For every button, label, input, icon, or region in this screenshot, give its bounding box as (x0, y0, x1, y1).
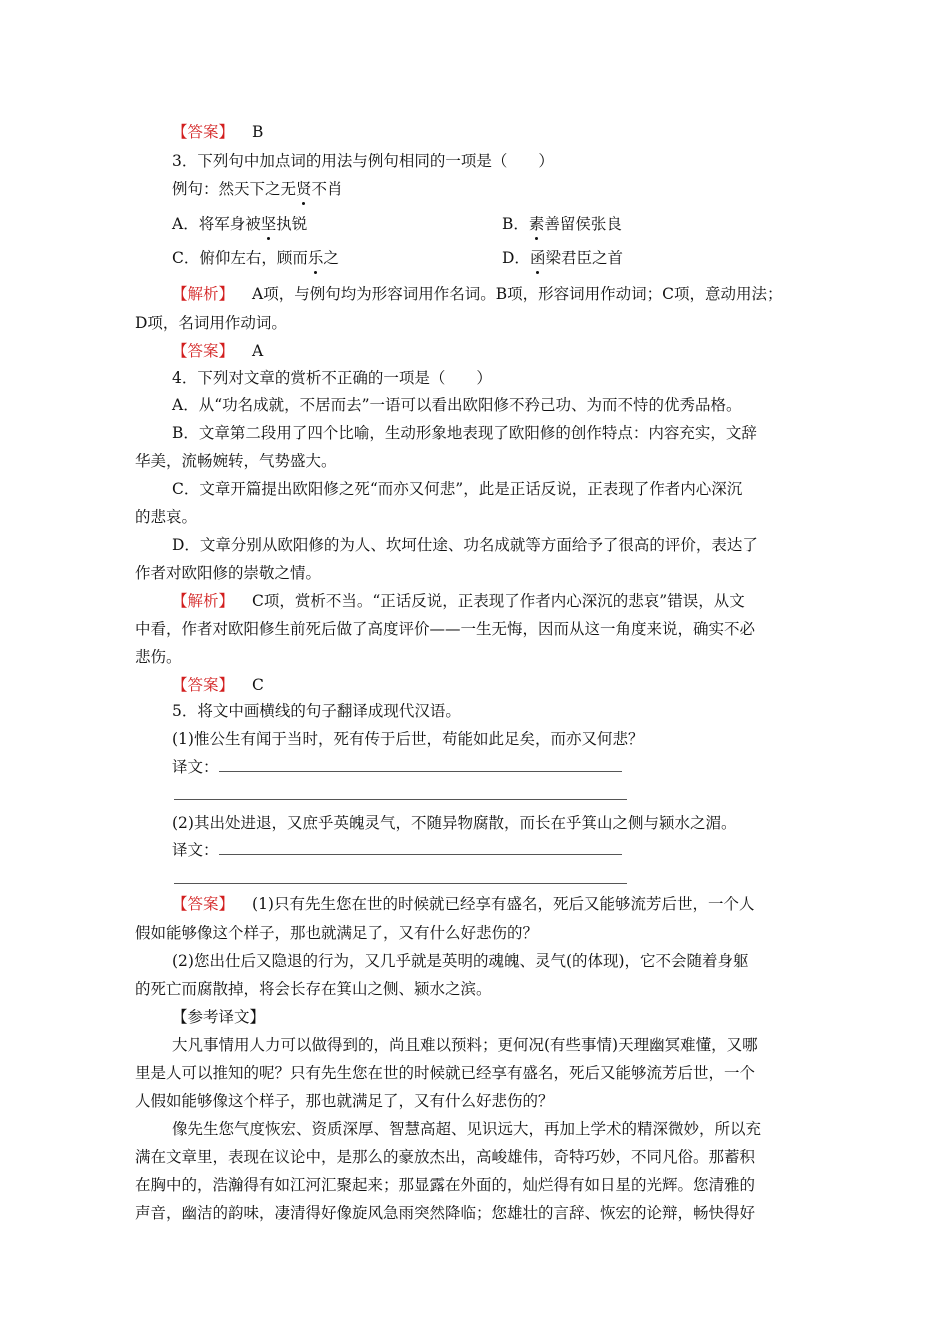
translation-paragraph-2-line-4: 声音，幽洁的韵味，凄清得好像旋风急雨突然降临；您雄壮的言辞、恢宏的论辩，畅快得好 (135, 1204, 756, 1222)
question-4-option-c: C．文章开篇提出欧阳修之死“而亦又何悲”，此是正话反说，正表现了作者内心深沉 (172, 480, 743, 498)
question-3-stem: 3．下列句中加点词的用法与例句相同的一项是（ ） (172, 152, 554, 170)
translation-paragraph-2: 像先生您气度恢宏、资质深厚、智慧高超、见识远大，再加上学术的精深微妙，所以充 (172, 1120, 762, 1138)
question-5-stem: 5．将文中画横线的句子翻译成现代汉语。 (172, 702, 461, 720)
answer-blank-line[interactable] (174, 799, 627, 800)
answer-blank[interactable] (219, 757, 622, 772)
translation-paragraph-2-line-3: 在胸中的，浩瀚得有如江河汇聚起来；那显露在外面的，灿烂得有如日星的光辉。您清雅的 (135, 1176, 756, 1194)
dotted-word: 贤 (296, 180, 312, 198)
translation-paragraph-2-line-2: 满在文章里，表现在议论中，是那么的豪放杰出，高峻雄伟，奇特巧妙，不同凡俗。那蓄积 (135, 1148, 756, 1166)
answer-label: 【答案】 (172, 895, 235, 913)
option-b: B．素善留侯张良 (502, 215, 622, 233)
option-d: D．函梁君臣之首 (502, 249, 623, 267)
question-5-answer-cont: 假如能够像这个样子，那也就满足了，又有什么好悲伤的？ (135, 924, 539, 942)
question-4-option-d: D．文章分别从欧阳修的为人、坎坷仕途、功名成就等方面给予了很高的评价，表达了 (172, 536, 758, 554)
analysis-label: 【解析】 (172, 592, 235, 610)
option-a: A．将军身被坚执锐 (172, 215, 308, 233)
question-3-analysis: 【解析】 A项，与例句均为形容词用作名词。B项，形容词用作动词；C项，意动用法； (172, 285, 783, 303)
answer-line (172, 122, 862, 142)
question-3-analysis-cont: D项，名词用作动词。 (135, 314, 287, 332)
translation-paragraph-1-line-2: 里是人可以推知的呢？只有先生您在世的时候就已经享有盛名，死后又能够流芳后世，一个 (135, 1064, 756, 1082)
option-c: C．俯仰左右，顾而乐之 (172, 249, 339, 267)
question-4-option-d-cont: 作者对欧阳修的崇敬之情。 (135, 564, 322, 582)
question-5-answer-2-cont: 的死亡而腐散掉，将会长存在箕山之侧、颍水之滨。 (135, 980, 492, 998)
analysis-label: 【解析】 (172, 285, 235, 303)
translation-line-1: 译文： (172, 757, 862, 777)
reference-translation-heading: 【参考译文】 (172, 1008, 266, 1026)
question-4-option-b-cont: 华美，流畅婉转，气势盛大。 (135, 452, 337, 470)
translation-paragraph-1: 大凡事情用人力可以做得到的，尚且难以预料；更何况(有些事情)天理幽冥难懂，又哪 (172, 1036, 758, 1054)
question-4-stem: 4．下列对文章的赏析不正确的一项是（ ） (172, 369, 492, 387)
question-5-answer: 【答案】 (1)只有先生您在世的时候就已经享有盛名，死后又能够流芳后世，一个人 (172, 895, 755, 913)
answer-label: 【答案】 (172, 342, 235, 360)
question-4-answer: 【答案】 C (172, 676, 264, 694)
question-3-example: 例句：然天下之无贤不肖 (172, 180, 343, 198)
question-3-options-row-1 (172, 214, 862, 234)
question-4-analysis-cont-2: 悲伤。 (135, 648, 182, 666)
question-5-sentence-2: (2)其出处进退，又庶乎英魄灵气，不随异物腐散，而长在乎箕山之侧与颍水之湄。 (172, 814, 737, 832)
question-3-options-row-2 (172, 248, 862, 268)
question-4-analysis: 【解析】 C项，赏析不当。“正话反说，正表现了作者内心深沉的悲哀”错误，从文 (172, 592, 745, 610)
answer-blank-line[interactable] (174, 883, 627, 884)
question-3-answer: 【答案】 A (172, 342, 264, 360)
question-4-option-b: B．文章第二段用了四个比喻，生动形象地表现了欧阳修的创作特点：内容充实，文辞 (172, 424, 757, 442)
answer-blank[interactable] (219, 840, 622, 855)
translation-line-2: 译文： (172, 840, 862, 860)
question-4-option-a: A．从“功名成就，不居而去”一语可以看出欧阳修不矜己功、为而不恃的优秀品格。 (172, 396, 742, 414)
question-5-answer-2: (2)您出仕后又隐退的行为，又几乎就是英明的魂魄、灵气(的体现)，它不会随着身躯 (172, 952, 749, 970)
question-4-option-c-cont: 的悲哀。 (135, 508, 198, 526)
answer-value: B (252, 123, 264, 141)
question-4-analysis-cont: 中看，作者对欧阳修生前死后做了高度评价——一生无悔，因而从这一角度来说，确实不必 (135, 620, 756, 638)
answer-label: 【答案】 (172, 123, 235, 141)
translation-paragraph-1-line-3: 人假如能够像这个样子，那也就满足了，又有什么好悲伤的？ (135, 1092, 554, 1110)
question-5-sentence-1: (1)惟公生有闻于当时，死有传于后世，苟能如此足矣，而亦又何悲？ (172, 730, 644, 748)
answer-label: 【答案】 (172, 676, 235, 694)
